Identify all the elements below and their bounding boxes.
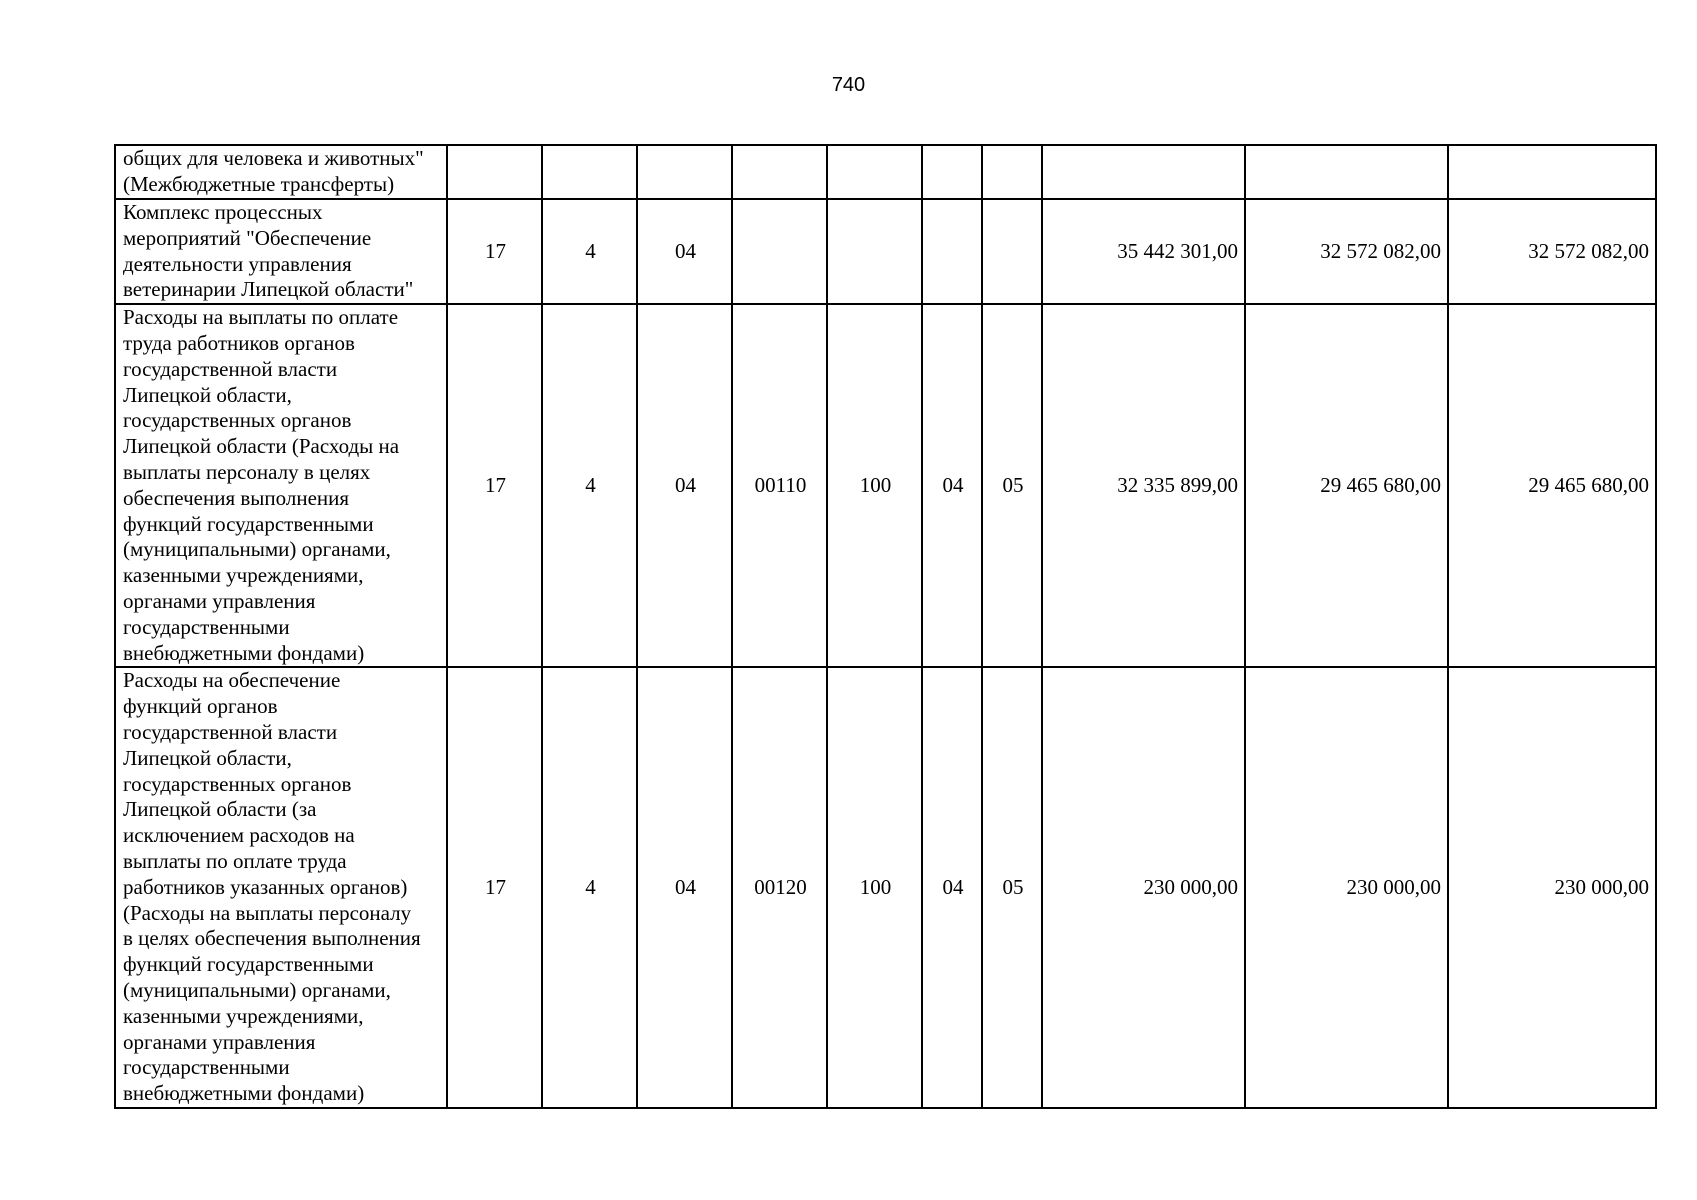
cell-4: 00120	[732, 667, 827, 1108]
row-description	[115, 304, 447, 667]
description-text: Расходы на обеспечение функций органов государственной власти Липецкой области, государственных органов Липецкой области (за исключением расходов на выплаты по оплате труда работников указанных органов) (Расходы на выплаты персоналу в целях обеспечения выполнения функций государственными (муниципальными) органами, казенными учреждениями, органами управления государственными внебюджетными фондами)	[123, 668, 421, 1106]
cell-7	[982, 199, 1042, 304]
amount-1: 32 335 899,00	[1042, 304, 1245, 667]
amount-3: 29 465 680,00	[1448, 304, 1656, 667]
table-row	[115, 145, 1656, 199]
cell-7: 05	[982, 304, 1042, 667]
table-row	[115, 304, 1656, 667]
amount-2: 230 000,00	[1245, 667, 1448, 1108]
cell-2: 4	[542, 304, 637, 667]
cell-4	[732, 199, 827, 304]
row-description	[115, 145, 447, 199]
cell-4: 00110	[732, 304, 827, 667]
amount-1: 230 000,00	[1042, 667, 1245, 1108]
cell-1	[447, 145, 542, 199]
row-description	[115, 199, 447, 304]
cell-5	[827, 199, 922, 304]
cell-7: 05	[982, 667, 1042, 1108]
page-number: 740	[831, 74, 866, 96]
amount-2: 29 465 680,00	[1245, 304, 1448, 667]
cell-5: 100	[827, 667, 922, 1108]
cell-3: 04	[637, 304, 732, 667]
cell-3	[637, 145, 732, 199]
cell-4	[732, 145, 827, 199]
cell-1: 17	[447, 304, 542, 667]
amount-1	[1042, 145, 1245, 199]
cell-5	[827, 145, 922, 199]
cell-2: 4	[542, 199, 637, 304]
cell-2	[542, 145, 637, 199]
description-text: Комплекс процессных мероприятий "Обеспечение деятельности управления ветеринарии Липецкой области"	[123, 200, 414, 302]
table-row	[115, 199, 1656, 304]
amount-1: 35 442 301,00	[1042, 199, 1245, 304]
amount-3: 230 000,00	[1448, 667, 1656, 1108]
amount-3: 32 572 082,00	[1448, 199, 1656, 304]
table-body	[115, 145, 1656, 1108]
cell-6: 04	[922, 304, 982, 667]
cell-3: 04	[637, 667, 732, 1108]
amount-2	[1245, 145, 1448, 199]
cell-7	[982, 145, 1042, 199]
row-description	[115, 667, 447, 1108]
budget-table	[114, 144, 1657, 1109]
cell-2: 4	[542, 667, 637, 1108]
table-row	[115, 667, 1656, 1108]
cell-6	[922, 145, 982, 199]
amount-3	[1448, 145, 1656, 199]
cell-5: 100	[827, 304, 922, 667]
description-text: общих для человека и животных" (Межбюджетные трансферты)	[123, 146, 424, 196]
cell-6	[922, 199, 982, 304]
description-text: Расходы на выплаты по оплате труда работников органов государственной власти Липецкой области, государственных органов Липецкой области (Расходы на выплаты персоналу в целях обеспечения выполнения функций государственными (муниципальными) органами, казенными учреждениями, органами управления государственными внебюджетными фондами)	[123, 305, 400, 665]
cell-1: 17	[447, 667, 542, 1108]
cell-6: 04	[922, 667, 982, 1108]
cell-3: 04	[637, 199, 732, 304]
amount-2: 32 572 082,00	[1245, 199, 1448, 304]
cell-1: 17	[447, 199, 542, 304]
